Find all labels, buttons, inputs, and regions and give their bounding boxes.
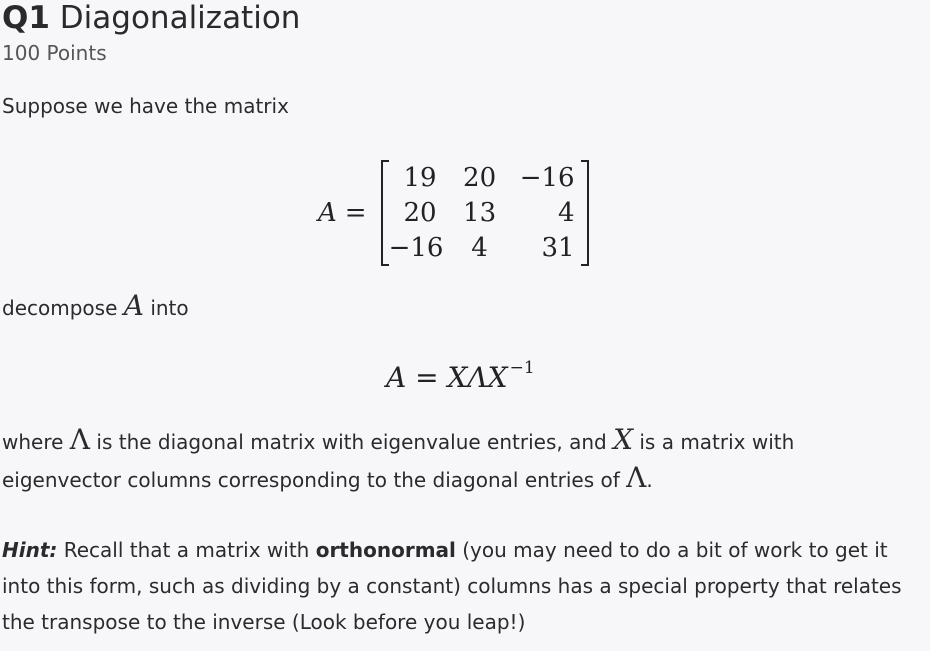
- matrix-cell: 20: [403, 198, 437, 228]
- where-line-1: [2, 422, 794, 460]
- hint-bold: orthonormal: [315, 538, 456, 562]
- decompose-text: [2, 288, 189, 326]
- hint-paragraph: [2, 532, 928, 640]
- matrix-cell: 19: [403, 163, 437, 193]
- question-number: Q1: [2, 0, 50, 36]
- hint-text-2: (you may need to do a bit of work to get it into this form, such as dividing by a constant) columns has a special property that relates the transpose to the inverse (Look before you leap!): [2, 538, 902, 634]
- question-points: 100 Points: [2, 41, 107, 65]
- lambda-symbol-2: Λ: [626, 461, 647, 494]
- where-text-4: eigenvector columns corresponding to the diagonal entries of: [2, 468, 627, 492]
- matrix-cell: 4: [558, 198, 575, 228]
- decompose-var: A: [123, 289, 144, 322]
- question-title: [2, 0, 300, 38]
- eq-exponent: −1: [509, 358, 535, 378]
- hint-label: Hint:: [2, 538, 58, 562]
- hint-text-1: Recall that a matrix with: [57, 538, 316, 562]
- matrix-left-bracket: [381, 160, 389, 266]
- decomposition-equation: [386, 358, 535, 394]
- matrix-cell: −16: [388, 233, 444, 263]
- lambda-symbol: Λ: [69, 423, 91, 456]
- decompose-post: into: [143, 296, 189, 320]
- eq-lhs: A: [386, 361, 407, 394]
- where-line-2: [2, 460, 653, 498]
- intro-text: Suppose we have the matrix: [2, 94, 289, 118]
- matrix-right-bracket: [581, 160, 589, 266]
- where-text-3: is a matrix with: [633, 430, 795, 454]
- where-text-1: where: [2, 430, 70, 454]
- matrix-grid: [389, 161, 581, 266]
- matrix-cell: 4: [471, 233, 488, 263]
- x-symbol: X: [613, 423, 634, 456]
- matrix-cell: 20: [463, 163, 497, 193]
- eq-rhs: XΛX: [447, 361, 508, 394]
- question-name: Diagonalization: [59, 0, 301, 36]
- where-text-5: .: [646, 468, 653, 492]
- matrix-equals: =: [344, 198, 367, 228]
- matrix-cell: −16: [519, 163, 575, 193]
- decompose-pre: decompose: [2, 296, 124, 320]
- where-text-2: is the diagonal matrix with eigenvalue entries, and: [90, 430, 614, 454]
- matrix-lhs: A: [318, 198, 337, 228]
- eq-sign: =: [406, 361, 448, 394]
- matrix-cell: 13: [463, 198, 497, 228]
- matrix-equation: [318, 158, 589, 268]
- matrix-cell: 31: [541, 233, 575, 263]
